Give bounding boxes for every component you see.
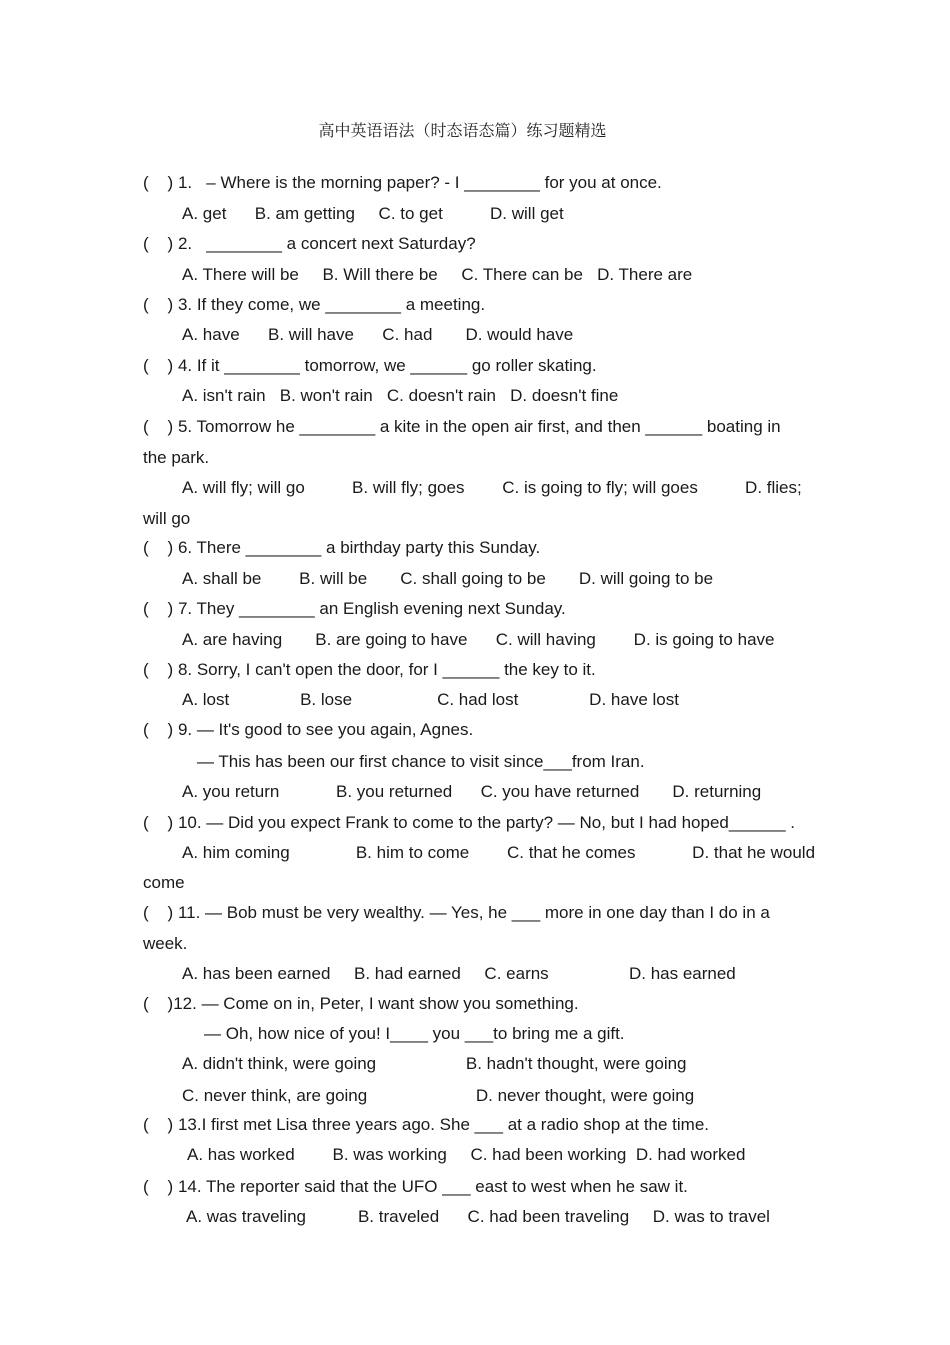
options-11: A. has been earned B. had earned C. earns D. has earned — [182, 964, 736, 983]
question-11: ( ) 11. — Bob must be very wealthy. — Yes, he ___ more in one day than I do in a — [143, 903, 770, 922]
question-13: ( ) 13.I first met Lisa three years ago. She ___ at a radio shop at the time. — [143, 1115, 710, 1134]
question-5: ( ) 5. Tomorrow he ________ a kite in the open air first, and then ______ boating in — [143, 417, 781, 436]
options-10: A. him coming B. him to come C. that he comes D. that he would — [182, 843, 816, 862]
options-7: A. are having B. are going to have C. will having D. is going to have — [182, 630, 775, 649]
question-6: ( ) 6. There ________ a birthday party this Sunday. — [143, 538, 541, 557]
options-1: A. get B. am getting C. to get D. will get — [182, 204, 564, 223]
question-11-cont: week. — [143, 934, 188, 953]
question-10: ( ) 10. — Did you expect Frank to come to the party? — No, but I had hoped______ . — [143, 813, 796, 832]
options-4: A. isn't rain B. won't rain C. doesn't rain D. doesn't fine — [182, 386, 619, 405]
question-8: ( ) 8. Sorry, I can't open the door, for I ______ the key to it. — [143, 660, 596, 679]
question-14: ( ) 14. The reporter said that the UFO ___ east to west when he saw it. — [143, 1177, 688, 1196]
question-7: ( ) 7. They ________ an English evening next Sunday. — [143, 599, 566, 618]
document-title: 高中英语语法（时态语态篇）练习题精选 — [318, 121, 607, 140]
question-12: ( )12. — Come on in, Peter, I want show you something. — [143, 994, 579, 1013]
options-13: A. has worked B. was working C. had been working D. had worked — [187, 1145, 746, 1164]
options-2: A. There will be B. Will there be C. There can be D. There are — [182, 265, 693, 284]
options-9: A. you return B. you returned C. you have returned D. returning — [182, 782, 762, 801]
question-4: ( ) 4. If it ________ tomorrow, we ______ go roller skating. — [143, 356, 597, 375]
options-6: A. shall be B. will be C. shall going to be D. will going to be — [182, 569, 714, 588]
question-9-reply: — This has been our first chance to visit since___from Iran. — [197, 752, 645, 771]
question-2: ( ) 2. ________ a concert next Saturday? — [143, 234, 476, 253]
options-10-cont: come — [143, 873, 185, 892]
question-9: ( ) 9. — It's good to see you again, Agnes. — [143, 720, 474, 739]
options-12-ab: A. didn't think, were going B. hadn't thought, were going — [182, 1054, 687, 1073]
options-5: A. will fly; will go B. will fly; goes C. is going to fly; will goes D. flies; — [182, 478, 802, 497]
question-1: ( ) 1. – Where is the morning paper? - I ________ for you at once. — [143, 173, 662, 192]
question-3: ( ) 3. If they come, we ________ a meeting. — [143, 295, 486, 314]
options-12-cd: C. never think, are going D. never thought, were going — [182, 1086, 695, 1105]
options-5-cont: will go — [143, 509, 191, 528]
question-12-reply: — Oh, how nice of you! I____ you ___to bring me a gift. — [204, 1024, 625, 1043]
question-5-cont: the park. — [143, 448, 210, 467]
options-8: A. lost B. lose C. had lost D. have lost — [182, 690, 679, 709]
options-14: A. was traveling B. traveled C. had been traveling D. was to travel — [186, 1207, 770, 1226]
options-3: A. have B. will have C. had D. would have — [182, 325, 574, 344]
